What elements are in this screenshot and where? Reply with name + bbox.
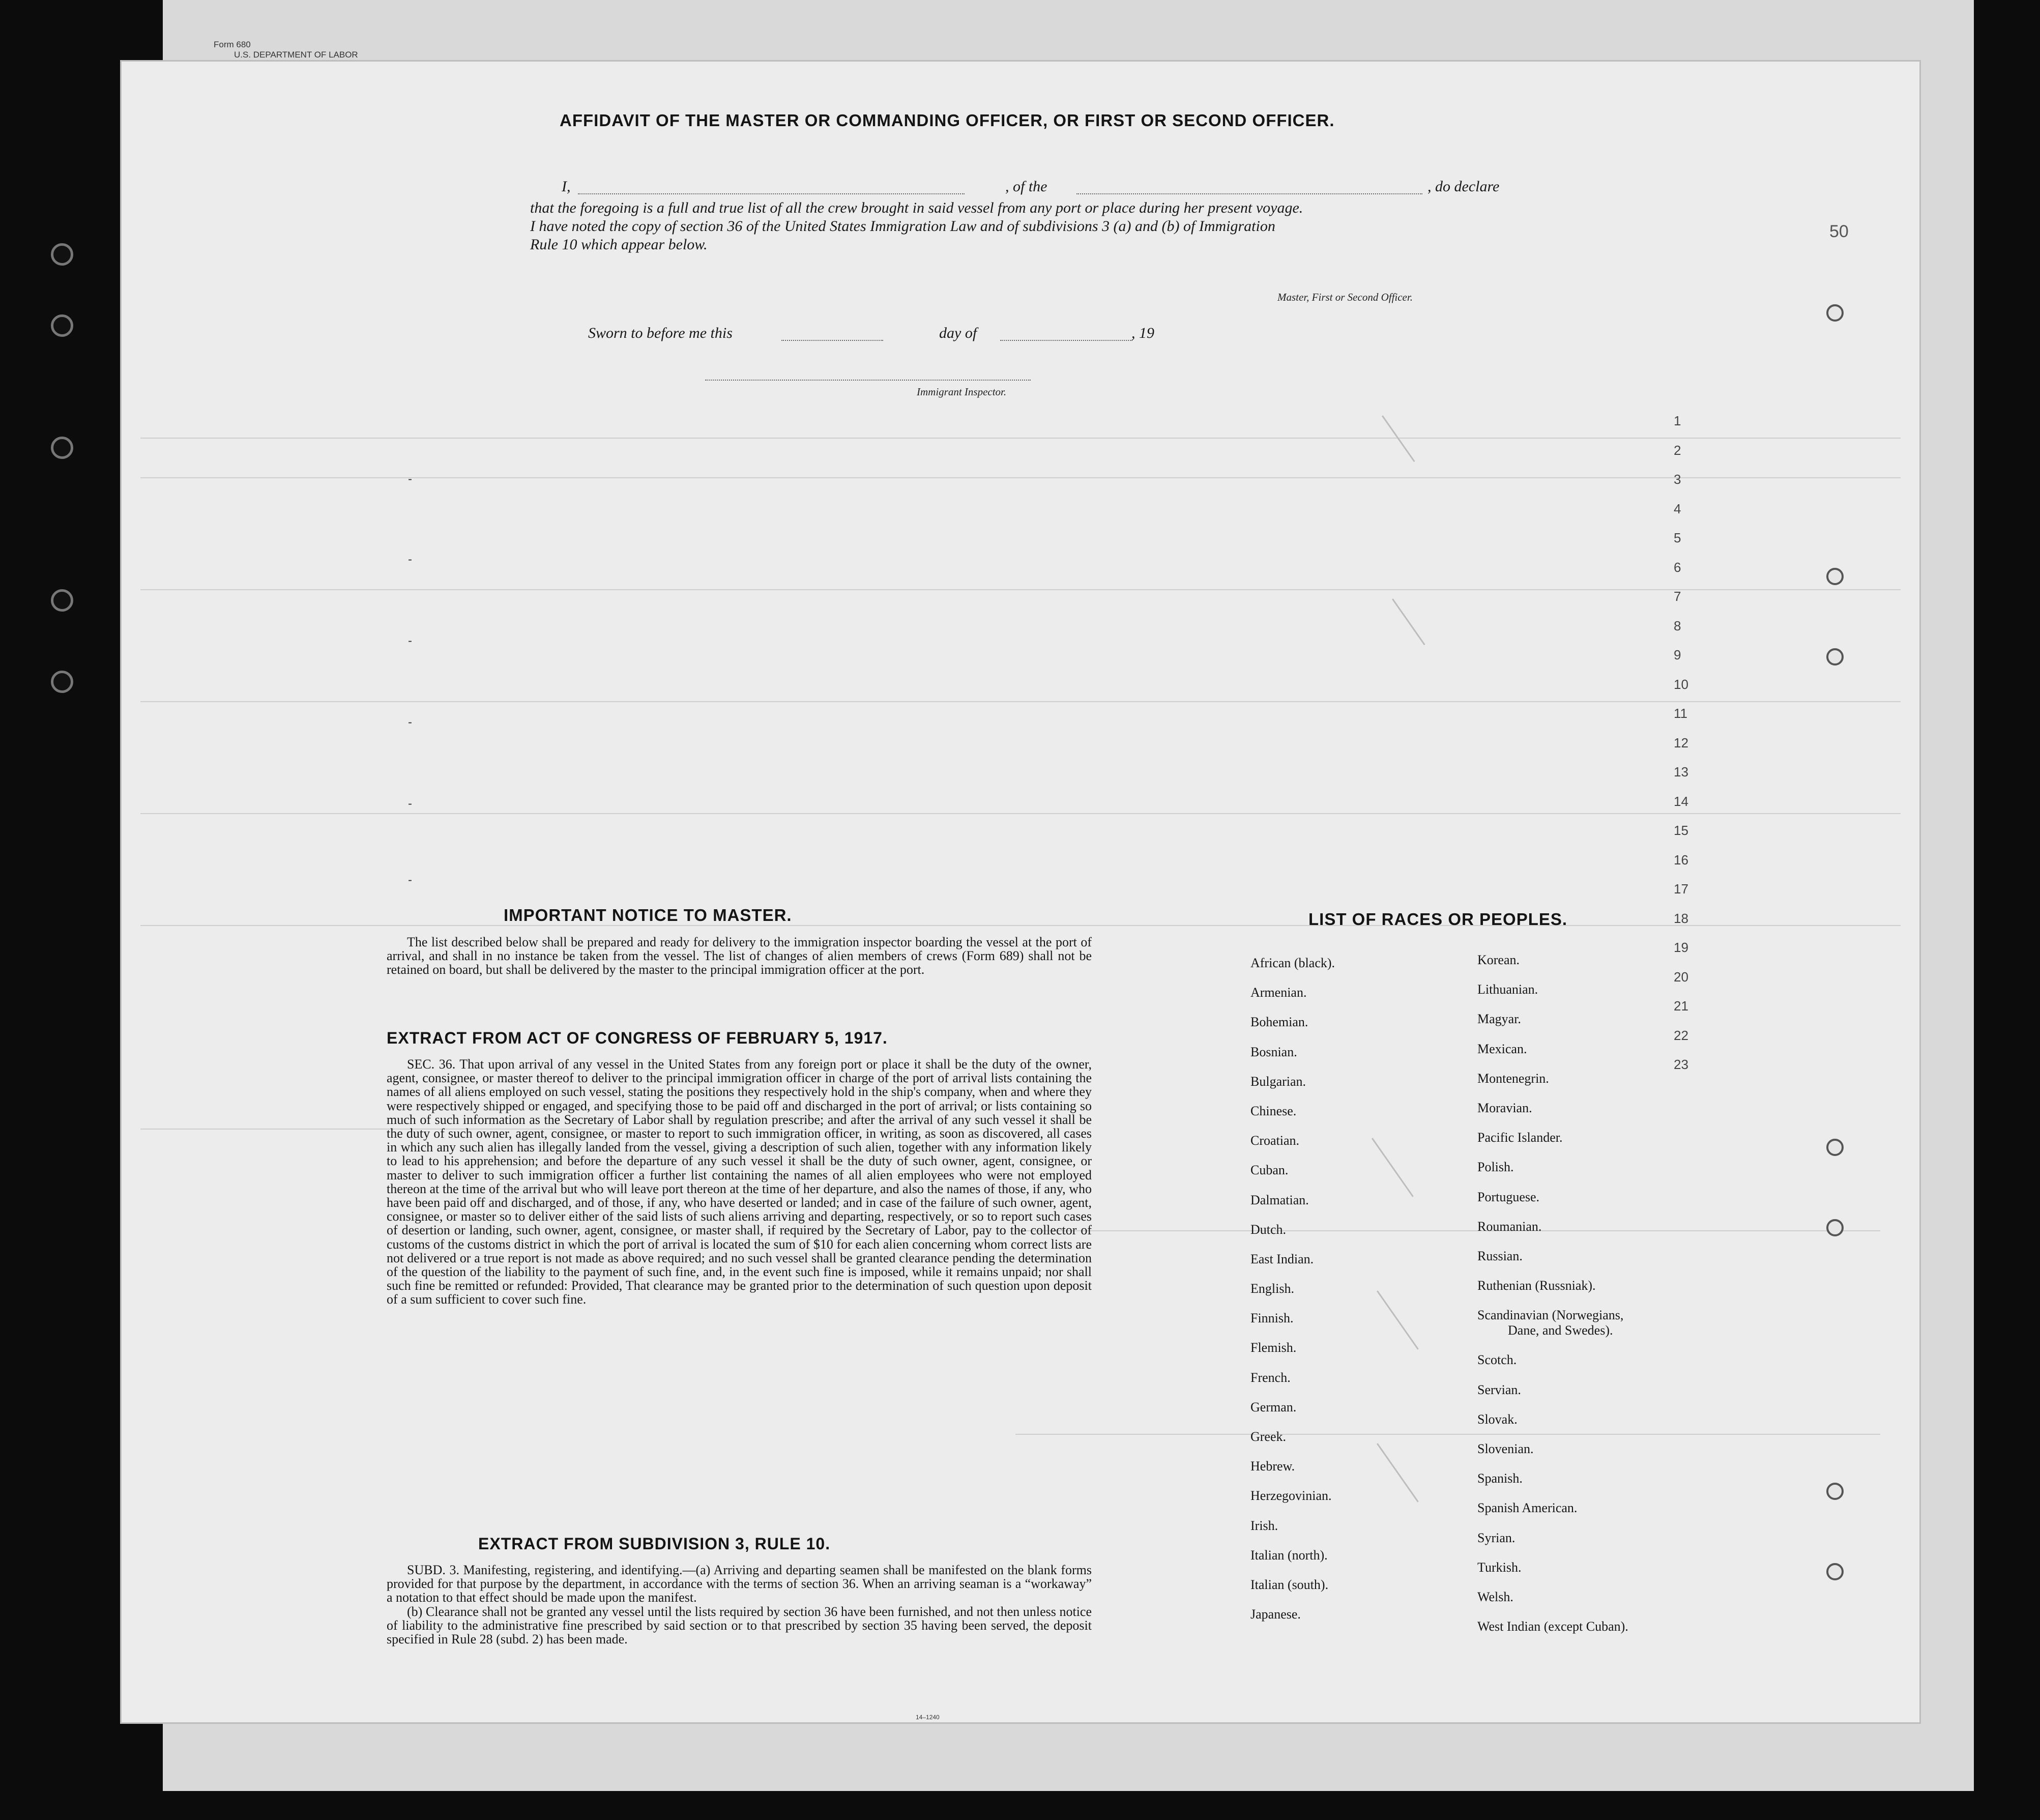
race-item: Japanese. (1250, 1607, 1301, 1622)
race-item: Turkish. (1477, 1559, 1522, 1575)
dash-mark: - (408, 715, 412, 729)
race-item: Croatian. (1250, 1133, 1300, 1148)
margin-row-number: 8 (1674, 618, 1681, 633)
day-of-label: day of (939, 325, 977, 341)
margin-row-number: 16 (1674, 852, 1688, 868)
pencil-mark (1392, 598, 1425, 645)
notice-title: IMPORTANT NOTICE TO MASTER. (504, 906, 792, 925)
year-label: , 19 (1131, 325, 1154, 341)
subdivision-b-paragraph: (b) Clearance shall not be granted any vessel until the lists required by section 36 have been furnished, and not then unless notice of liability to the administrative fine prescribed by said section or to that prescribed by section 35 having been served, the deposit specified in Rule 28 (subd. 2) has been made. (387, 1604, 1092, 1647)
races-left-column (1250, 956, 1335, 1636)
affidavit-i-label: I, (562, 178, 571, 195)
race-item: Welsh. (1477, 1589, 1513, 1604)
race-item: Scandinavian (Norwegians, (1477, 1308, 1624, 1323)
vessel-name-blank (1076, 193, 1422, 194)
margin-row-number: 13 (1674, 764, 1688, 779)
pencil-mark (1377, 1290, 1419, 1349)
race-item: Portuguese. (1477, 1189, 1540, 1204)
ghost-ruling-line (140, 477, 1901, 478)
race-item: German. (1250, 1399, 1297, 1414)
race-item: Dane, and Swedes). (1508, 1323, 1613, 1338)
master-name-blank (578, 193, 965, 194)
margin-row-number: 9 (1674, 647, 1681, 662)
ghost-ruling-line (140, 813, 1901, 814)
race-item: Scotch. (1477, 1352, 1517, 1368)
race-item: Mexican. (1477, 1041, 1527, 1056)
binder-ring-icon (1826, 304, 1844, 322)
affidavit-line-3: I have noted the copy of section 36 of the United States Immigration Law and of subdivisions 3 (a) and (b) of Immigration (530, 218, 1275, 235)
race-item: Russian. (1477, 1248, 1523, 1263)
pencil-mark (1382, 415, 1415, 462)
margin-row-number: 11 (1674, 706, 1687, 721)
race-item: Syrian. (1477, 1530, 1516, 1545)
race-item: Slovenian. (1477, 1441, 1534, 1456)
margin-row-number: 1 (1674, 413, 1681, 428)
margin-row-number: 22 (1674, 1027, 1688, 1043)
section-36-paragraph: SEC. 36. That upon arrival of any vessel in the United States from any foreign port or place it shall be the duty of the owner, agent, consignee, or master thereof to deliver to the principal immigration officer in charge of the port of arrival lists containing the names of all aliens employed on such vessel, stating the positions they respectively hold in the ship's company, when and where they were respectively shipped or engaged, and specifying those to be paid off and discharged in the port of arrival; or lists containing so much of such information as the Secretary of Labor shall by regulation prescribe; and after the arrival of any such vessel it shall be the duty of such owner, agent, consignee, or master to report to such immigration officer, in writing, as soon as discovered, all cases in which any such alien has illegally landed from the vessel, giving a description of such alien, together with any information likely to lead to his apprehension; and before the departure of any such vessel it shall be the duty of such owner, agent, consignee, or master to deliver to such immigration officer a further list containing the names of all alien employees who were not employed thereon at the time of the arrival but who will leave port thereon at the time of her departure, and also the names of those, if any, who have been paid off and discharged, and of those, if any, who have deserted or landed; and in case of the failure of such owner, agent, consignee, or master so to deliver either of the said lists of such aliens arriving and departing, respectively, or so to report such cases of desertion or landing, such owner, agent, consignee, or master shall, if required by the Secretary of Labor, pay to the collector of customs of the customs district in which the port of arrival is located the sum of $10 for each alien concerning whom correct lists are not delivered or a true report is not made as above required; and no such vessel shall be granted clearance pending the determination of the question of the liability to the payment of such fine, and, in the event such fine is imposed, while it remains unpaid; nor shall such fine be remitted or refunded: Provided, That clearance may be granted prior to the determination of such question upon deposit of a sum sufficient to cover such fine. (387, 1057, 1092, 1307)
race-item: Greek. (1250, 1429, 1287, 1444)
binder-ring-icon (1826, 1219, 1844, 1236)
margin-row-number: 20 (1674, 969, 1688, 985)
race-item: Servian. (1477, 1382, 1521, 1397)
race-item: Dalmatian. (1250, 1192, 1309, 1207)
margin-row-number: 23 (1674, 1057, 1688, 1072)
margin-row-number: 18 (1674, 910, 1688, 926)
race-item: Montenegrin. (1477, 1071, 1549, 1086)
dash-mark: - (408, 553, 412, 566)
sworn-day-blank (781, 340, 883, 341)
race-item: Cuban. (1250, 1163, 1289, 1178)
margin-row-number: 17 (1674, 881, 1688, 897)
ghost-ruling-line (140, 438, 1901, 439)
margin-row-number: 10 (1674, 676, 1688, 692)
race-item: Armenian. (1250, 985, 1307, 1000)
page-number: 50 (1829, 222, 1849, 241)
race-item: Finnish. (1250, 1311, 1294, 1326)
race-item: Spanish American. (1477, 1500, 1578, 1516)
race-item: Bosnian. (1250, 1044, 1297, 1059)
race-item: Moravian. (1477, 1100, 1532, 1115)
race-item: African (black). (1250, 956, 1335, 970)
affidavit-do-declare: , do declare (1427, 178, 1500, 195)
race-item: Lithuanian. (1477, 982, 1538, 997)
races-title: LIST OF RACES OR PEOPLES. (1308, 910, 1568, 929)
affidavit-line-2: that the foregoing is a full and true list of all the crew brought in said vessel from any port or place during her present voyage. (530, 199, 1303, 216)
binding-hole-icon (51, 314, 73, 337)
race-item: Ruthenian (Russniak). (1477, 1278, 1596, 1293)
ghost-ruling-line (140, 701, 1901, 702)
dash-mark: - (408, 472, 412, 486)
affidavit-of-the-label: , of the (1005, 178, 1047, 195)
binding-hole-icon (51, 671, 73, 693)
binder-ring-icon (1826, 648, 1844, 666)
act-extract-body (387, 1057, 1092, 1307)
race-item: Korean. (1477, 952, 1520, 967)
ghost-ruling-line (1015, 1434, 1880, 1435)
binder-ring-icon (1826, 1563, 1844, 1580)
race-item: Polish. (1477, 1160, 1514, 1175)
race-item: Roumanian. (1477, 1219, 1542, 1234)
race-item: Bohemian. (1250, 1015, 1308, 1030)
margin-row-number: 4 (1674, 501, 1681, 516)
margin-row-number: 6 (1674, 559, 1681, 575)
pencil-mark (1372, 1138, 1414, 1197)
margin-row-number: 3 (1674, 472, 1681, 487)
race-item: Magyar. (1477, 1012, 1521, 1027)
master-signature-caption: Master, First or Second Officer. (1277, 291, 1413, 303)
binding-hole-icon (51, 437, 73, 459)
race-item: Chinese. (1250, 1103, 1297, 1118)
ghost-ruling-line (140, 589, 1901, 590)
dash-mark: - (408, 797, 412, 811)
binding-hole-icon (51, 243, 73, 266)
margin-row-number: 14 (1674, 793, 1688, 809)
margin-row-number: 12 (1674, 735, 1688, 750)
act-extract-title: EXTRACT FROM ACT OF CONGRESS OF FEBRUARY 5, 1917. (387, 1029, 888, 1047)
notice-body (387, 935, 1092, 977)
race-item: Spanish. (1477, 1471, 1523, 1486)
binder-ring-icon (1826, 1483, 1844, 1500)
margin-row-number: 19 (1674, 940, 1688, 955)
form-sheet (120, 60, 1921, 1724)
race-item: English. (1250, 1281, 1294, 1296)
affidavit-title: AFFIDAVIT OF THE MASTER OR COMMANDING OFFICER, OR FIRST OR SECOND OFFICER. (560, 111, 1335, 130)
margin-row-number: 15 (1674, 823, 1688, 838)
inspector-caption: Immigrant Inspector. (917, 386, 1007, 398)
dash-mark: - (408, 873, 412, 887)
affidavit-line-4: Rule 10 which appear below. (530, 236, 708, 253)
race-item: Irish. (1250, 1518, 1278, 1533)
pencil-mark (1377, 1443, 1419, 1502)
race-item: Italian (north). (1250, 1547, 1328, 1563)
margin-row-number: 7 (1674, 589, 1681, 604)
race-item: East Indian. (1250, 1251, 1314, 1266)
margin-row-number: 21 (1674, 998, 1688, 1014)
ghost-ruling-line (140, 925, 1901, 926)
race-item: Hebrew. (1250, 1459, 1295, 1474)
race-item: Italian (south). (1250, 1577, 1329, 1592)
race-item: Flemish. (1250, 1340, 1297, 1355)
race-item: West Indian (except Cuban). (1477, 1619, 1628, 1634)
print-code: 14–1240 (916, 1714, 940, 1721)
race-item: Slovak. (1477, 1411, 1518, 1427)
subdivision-a-paragraph: SUBD. 3. Manifesting, registering, and identifying.—(a) Arriving and departing seamen shall be manifested on the blank forms provided for that purpose by the department, in accordance with the terms of section 36. When an arriving seaman is a “workaway” a notation to that effect should be made upon the manifest. (387, 1563, 1092, 1605)
races-right-column (1477, 952, 1628, 1649)
rule-extract-title: EXTRACT FROM SUBDIVISION 3, RULE 10. (478, 1535, 831, 1553)
binder-ring-icon (1826, 1139, 1844, 1156)
race-item: Herzegovinian. (1250, 1488, 1332, 1504)
margin-row-number: 5 (1674, 530, 1681, 545)
sworn-label: Sworn to before me this (588, 325, 733, 341)
binder-ring-icon (1826, 568, 1844, 585)
dash-mark: - (408, 634, 412, 648)
back-form-number: Form 680 (214, 40, 251, 49)
binding-hole-icon (51, 589, 73, 612)
sworn-month-blank (1000, 340, 1132, 341)
inspector-signature-blank (705, 380, 1031, 381)
race-item: Bulgarian. (1250, 1074, 1306, 1089)
rule-extract-body (387, 1563, 1092, 1646)
margin-row-number: 2 (1674, 442, 1681, 458)
notice-paragraph: The list described below shall be prepared and ready for delivery to the immigration inspector boarding the vessel at the port of arrival, and shall in no instance be taken from the vessel. The list of changes of alien members of crews (Form 689) shall not be retained on board, but shall be delivered by the master to the principal immigration officer at the port. (387, 935, 1092, 977)
race-item: French. (1250, 1370, 1291, 1385)
race-item: Dutch. (1250, 1222, 1287, 1237)
race-item: Pacific Islander. (1477, 1130, 1563, 1145)
back-form-department: U.S. DEPARTMENT OF LABOR (234, 50, 358, 60)
ghost-ruling-line (1015, 1230, 1880, 1231)
